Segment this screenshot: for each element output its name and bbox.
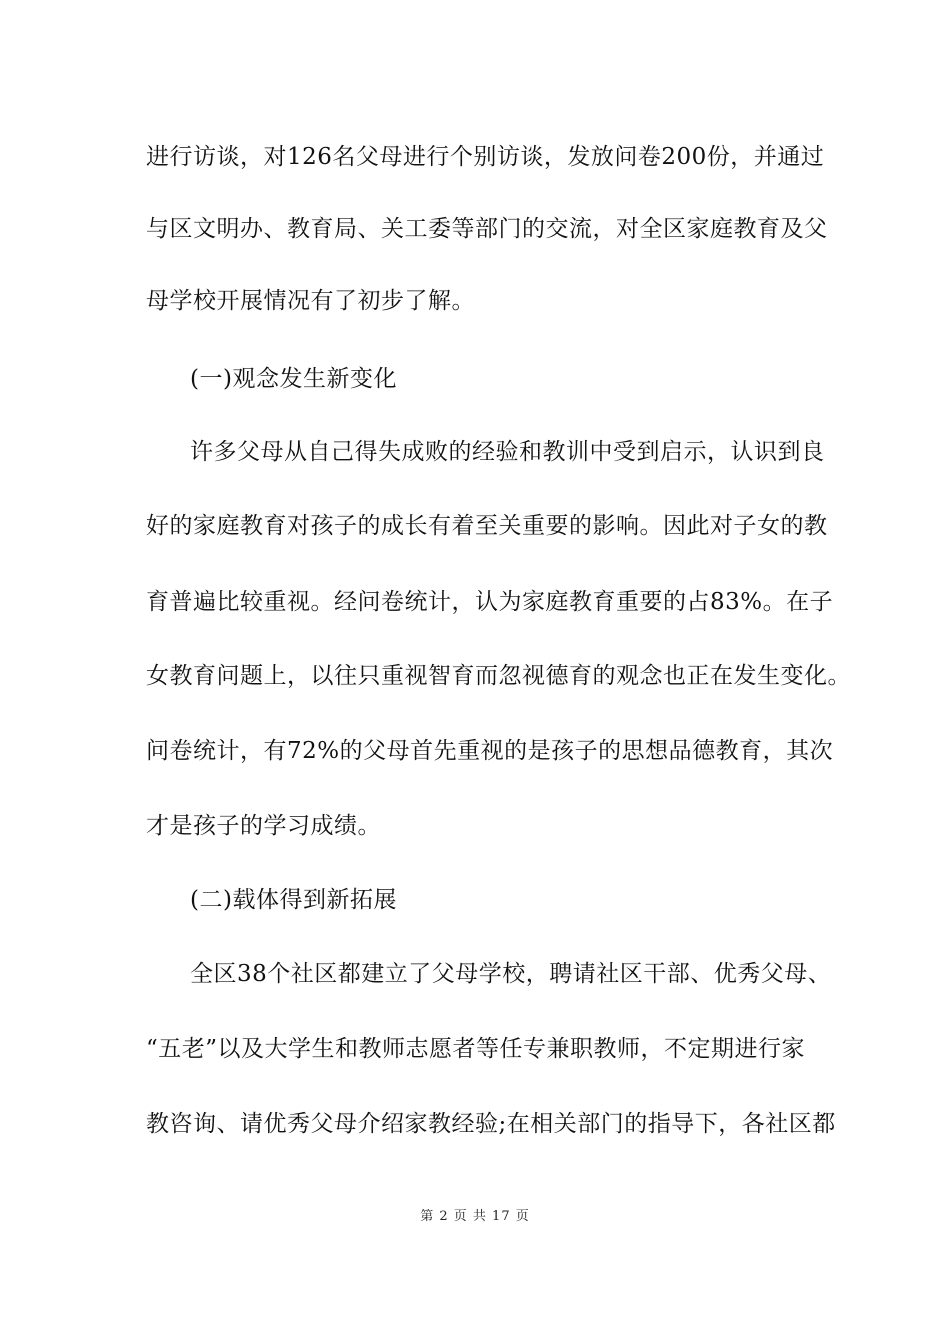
page-number-footer: 第 2 页 共 17 页 bbox=[420, 1209, 530, 1224]
paragraph-line: 育普遍比较重视。经问卷统计，认为家庭教育重要的占83%。在子 bbox=[146, 589, 834, 615]
section-heading: (二)载体得到新拓展 bbox=[190, 887, 397, 913]
paragraph-line: 问卷统计，有72%的父母首先重视的是孩子的思想品德教育，其次 bbox=[146, 738, 834, 764]
section-heading: (一)观念发生新变化 bbox=[190, 366, 397, 392]
paragraph-line: 教咨询、请优秀父母介绍家教经验;在相关部门的指导下，各社区都 bbox=[146, 1111, 836, 1137]
paragraph-line: 进行访谈，对126名父母进行个别访谈，发放问卷200份，并通过 bbox=[146, 144, 825, 170]
paragraph-line: 母学校开展情况有了初步了解。 bbox=[146, 288, 475, 314]
paragraph-line: “五老”以及大学生和教师志愿者等任专兼职教师，不定期进行家 bbox=[146, 1036, 806, 1062]
paragraph-line: 才是孩子的学习成绩。 bbox=[146, 813, 381, 839]
paragraph-line: 全区38个社区都建立了父母学校，聘请社区干部、优秀父母、 bbox=[190, 961, 832, 987]
paragraph-line: 好的家庭教育对孩子的成长有着至关重要的影响。因此对子女的教 bbox=[146, 513, 828, 539]
paragraph-line: 与区文明办、教育局、关工委等部门的交流，对全区家庭教育及父 bbox=[146, 216, 828, 242]
paragraph-line: 许多父母从自己得失成败的经验和教训中受到启示，认识到良 bbox=[190, 439, 825, 465]
paragraph-line: 女教育问题上，以往只重视智育而忽视德育的观念也正在发生变化。 bbox=[146, 663, 851, 689]
